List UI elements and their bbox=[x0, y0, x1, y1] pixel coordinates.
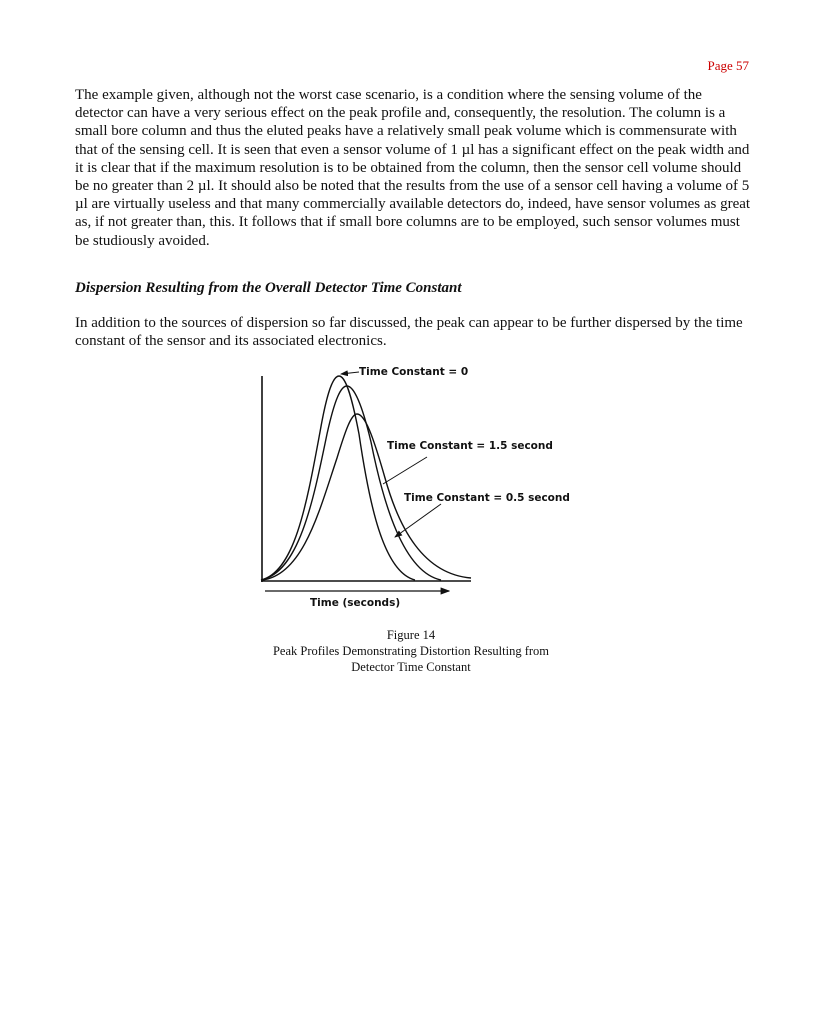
label-time-constant-0: Time Constant = 0 bbox=[359, 366, 469, 378]
body-paragraph-1: The example given, although not the worst case scenario, is a condition where the sensing volume of the detector can have a very serious effect on the peak profile and, consequently, the resolution. The column is a small bore column and thus the eluted peaks have a relatively small peak volume which is commensurate with that of the sensing cell. It is seen that even a sensor volume of 1 µl has a significant effect on the peak width and it is clear that if the maximum resolution is to be obtained from the column, then the sensor cell volume should be no greater than 2 µl. It should also be noted that the results from the use of a sensor cell having a volume of 5 µl are virtually useless and that many commercially available detectors do, indeed, have sensor volumes as great as, if not greater than, this. It follows that if small bore columns are to be employed, such sensor volumes must be studiously avoided. bbox=[75, 87, 751, 249]
arrow-time-constant-1-5 bbox=[383, 457, 427, 484]
label-time-constant-0-5: Time Constant = 0.5 second bbox=[404, 492, 570, 504]
page-number: Page 57 bbox=[707, 58, 749, 73]
body-paragraph-2: In addition to the sources of dispersion so far discussed, the peak can appear to be further dispersed by the time constant of the sensor and its associated electronics. bbox=[75, 315, 743, 350]
figure-caption-number: Figure 14 bbox=[386, 628, 436, 642]
label-time-constant-1-5: Time Constant = 1.5 second bbox=[387, 440, 553, 452]
figure-14 bbox=[255, 362, 585, 614]
peak-curve-tc-0-5 bbox=[261, 386, 441, 580]
figure-caption-line-3: Detector Time Constant bbox=[351, 660, 471, 674]
arrow-time-constant-0 bbox=[341, 372, 359, 374]
figure-caption-line-2: Peak Profiles Demonstrating Distortion Resulting from bbox=[272, 644, 549, 658]
x-axis-label: Time (seconds) bbox=[310, 597, 401, 609]
arrow-time-constant-0-5 bbox=[395, 504, 441, 537]
section-heading: Dispersion Resulting from the Overall Detector Time Constant bbox=[75, 280, 462, 296]
